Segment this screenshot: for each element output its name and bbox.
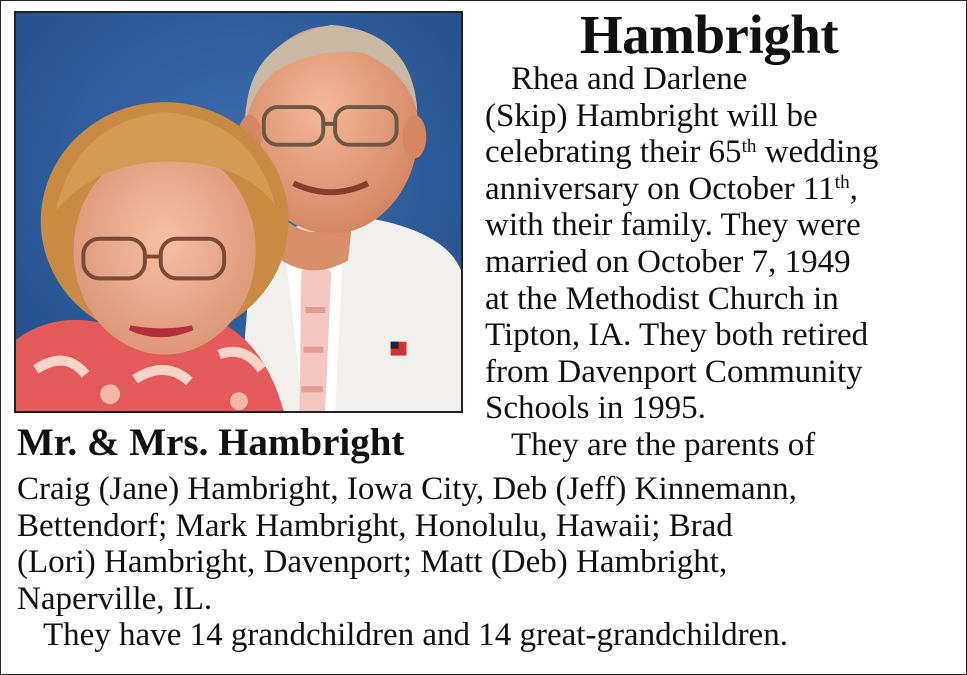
ordinal-suffix: th <box>834 172 850 194</box>
article-line: (Skip) Hambright will be <box>485 97 818 134</box>
article-line: They are the parents of <box>511 426 816 463</box>
article-line: anniversary on October 11th, <box>485 170 858 207</box>
article-line: from Davenport Community <box>485 353 863 390</box>
article-line: Craig (Jane) Hambright, Iowa City, Deb (Jeff) Kinnemann, <box>17 471 797 507</box>
article-right-column <box>485 61 878 464</box>
article-bottom <box>17 471 797 654</box>
article-line: married on October 7, 1949 <box>485 243 851 280</box>
article-line: (Lori) Hambright, Davenport; Matt (Deb) Hambright, <box>17 544 728 581</box>
article-line: with their family. They were <box>485 207 861 244</box>
article-line: Naperville, IL. <box>17 580 213 617</box>
article-line: They have 14 grandchildren and 14 great-grandchildren. <box>43 617 788 654</box>
couple-photo <box>14 11 463 413</box>
article-line: at the Methodist Church in <box>485 280 839 317</box>
headline: Hambright <box>579 4 839 65</box>
ordinal-suffix: th <box>741 135 757 157</box>
article-line: Tipton, IA. They both retired <box>485 317 869 354</box>
photo-caption: Mr. & Mrs. Hambright <box>17 421 405 464</box>
couple-portrait-image <box>16 13 461 411</box>
article-line: Bettendorf; Mark Hambright, Honolulu, Hawaii; Brad <box>17 507 733 544</box>
article-line: Rhea and Darlene <box>511 61 748 97</box>
article-line: Schools in 1995. <box>485 390 706 427</box>
article-line: celebrating their 65th wedding <box>485 134 879 171</box>
